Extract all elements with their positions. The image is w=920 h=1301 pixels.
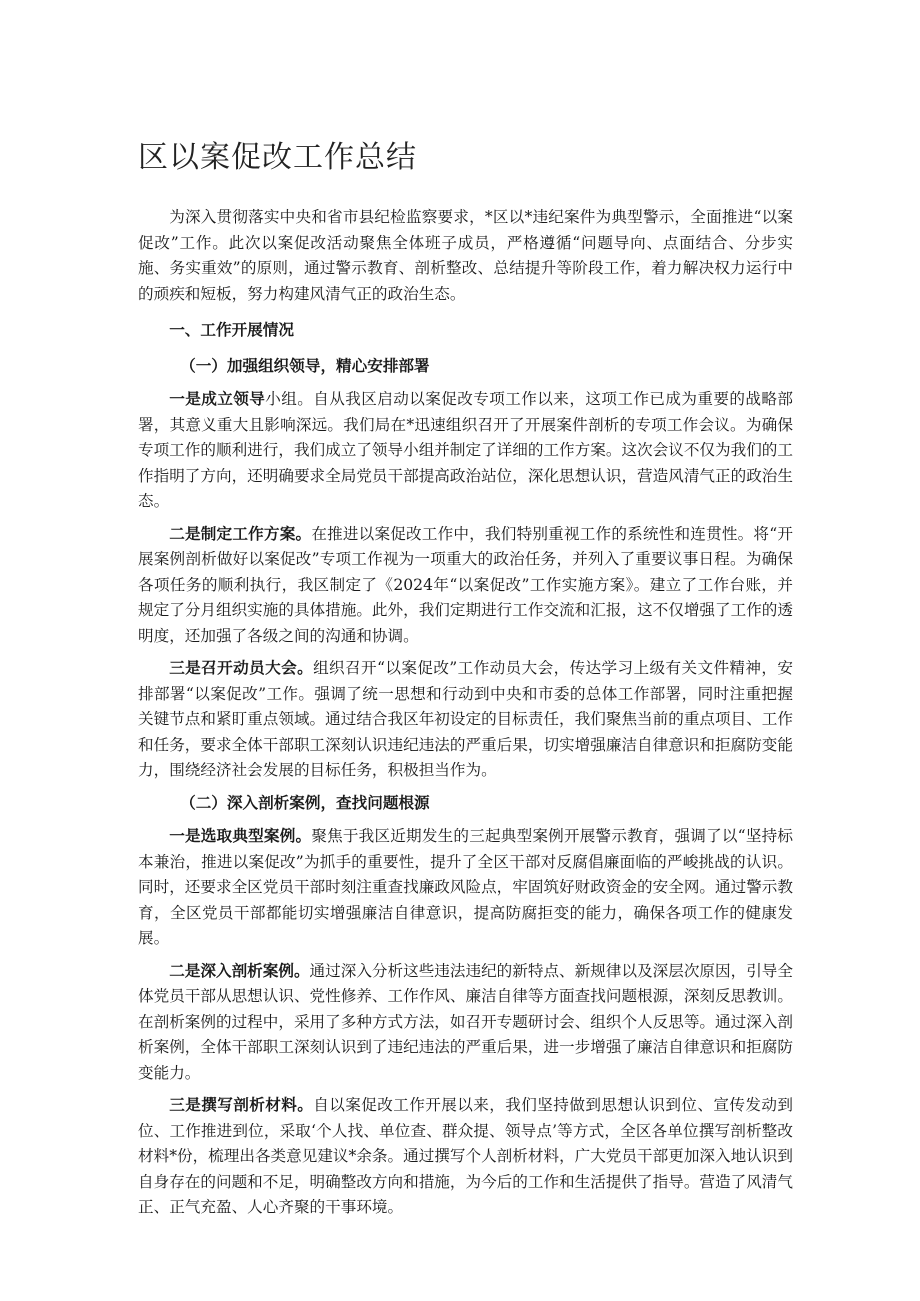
paragraph-lead: 二是深入剖析案例。 [169,960,310,980]
paragraph-establish-group [138,386,793,515]
paragraph-text: 聚焦于我区近期发生的三起典型案例开展警示教育，强调了以“坚持标本兼治，推进以案促改”为抓手的重要性，提升了全区干部对反腐倡廉面临的严峻挑战的认识。同时，还要求全区党员干部时刻注重查找廉政风险点，牢固筑好财政资金的安全网。通过警示教育，全区党员干部都能切实增强廉洁自律意识，提高防腐拒变的能力，确保各项工作的健康发展。 [138,827,793,947]
document-title: 区以案促改工作总结 [138,140,417,175]
paragraph-case-analysis [138,958,793,1087]
paragraph-text: 通过深入分析这些违法违纪的新特点、新规律以及深层次原因，引导全体党员干部从思想认识、党性修养、工作作风、廉洁自律等方面查找问题根源，深刻反思教训。在剖析案例的过程中，采用了多种方式方法，如召开专题研讨会、组织个人反思等。通过深入剖析案例，全体干部职工深刻认识到了违纪违法的严重后果，进一步增强了廉洁自律意识和拒腐防变能力。 [138,961,793,1082]
intro-paragraph: 为深入贯彻落实中央和省市县纪检监察要求，*区以*违纪案件为典型警示，全面推进“以案促改”工作。此次以案促改活动聚焦全体班子成员，严格遵循“问题导向、点面结合、分步实施、务实重效”的原则，通过警示教育、剖析整改、总结提升等阶段工作，着力解决权力运行中的顽疾和短板，努力构建风清气正的政治生态。 [138,208,793,303]
paragraph-text: 小组。自从我区启动以案促改专项工作以来，这项工作已成为重要的战略部署，其意义重大且影响深远。我们局在*迅速组织召开了开展案件剖析的专项工作会议。为确保专项工作的顺利进行，我们成立了领导小组并制定了详细的工作方案。这次会议不仅为我们的工作指明了方向，还明确要求全局党员干部提高政治站位，深化思想认识，营造风清气正的政治生态。 [138,390,793,510]
paragraph-analysis-materials [138,1092,793,1221]
subsection-heading-2: （二）深入剖析案例，查找问题根源 [180,792,430,812]
paragraph-text: 组织召开“以案促改”工作动员大会，传达学习上级有关文件精神，安排部署“以案促改”工作。强调了统一思想和行动到中央和市委的总体工作部署，同时注重把握关键节点和紧盯重点领域。通过结合我区年初设定的目标责任，我们聚焦当前的重点项目、工作和任务，要求全体干部职工深刻认识违纪违法的严重后果，切实增强廉洁自律意识和拒腐防变能力，围绕经济社会发展的目标任务，积极担当作为。 [138,659,793,779]
paragraph-text: 自以案促改工作开展以来，我们坚持做到思想认识到位、宣传发动到位、工作推进到位，采取‘个人找、单位查、群众提、领导点’等方式，全区各单位撰写剖析整改材料*份，梳理出各类意见建议*余条。通过撰写个人剖析材料，广大党员干部更加深入地认识到自身存在的问题和不足，明确整改方向和措施，为今后的工作和生活提供了指导。营造了风清气正、正气充盈、人心齐聚的干事环境。 [138,1096,793,1216]
paragraph-work-plan [138,521,793,650]
paragraph-lead: 三是撰写剖析材料。 [169,1095,314,1114]
paragraph-mobilization [138,655,793,784]
section-heading-1: 一、工作开展情况 [169,320,294,339]
paragraph-lead: 二是制定工作方案。 [169,523,312,543]
paragraph-lead: 一是选取典型案例。 [169,826,312,845]
document-body [138,205,793,1227]
paragraph-lead: 一是成立领导 [169,389,266,408]
paragraph-text: 在推进以案促改工作中，我们特别重视工作的系统性和连贯性。将“开展案例剖析做好以案促改”专项工作视为一项重大的政治任务，并列入了重要议事日程。为确保各项任务的顺利执行，我区制定了《2024年“以案促改”工作实施方案》。建立了工作台账，并规定了分月组织实施的具体措施。此外，我们定期进行工作交流和汇报，这不仅增强了工作的透明度，还加强了各级之间的沟通和协调。 [138,524,793,645]
paragraph-typical-cases [138,823,793,952]
subsection-heading-1: （一）加强组织领导，精心安排部署 [180,355,430,375]
paragraph-lead: 三是召开动员大会。 [169,658,314,677]
